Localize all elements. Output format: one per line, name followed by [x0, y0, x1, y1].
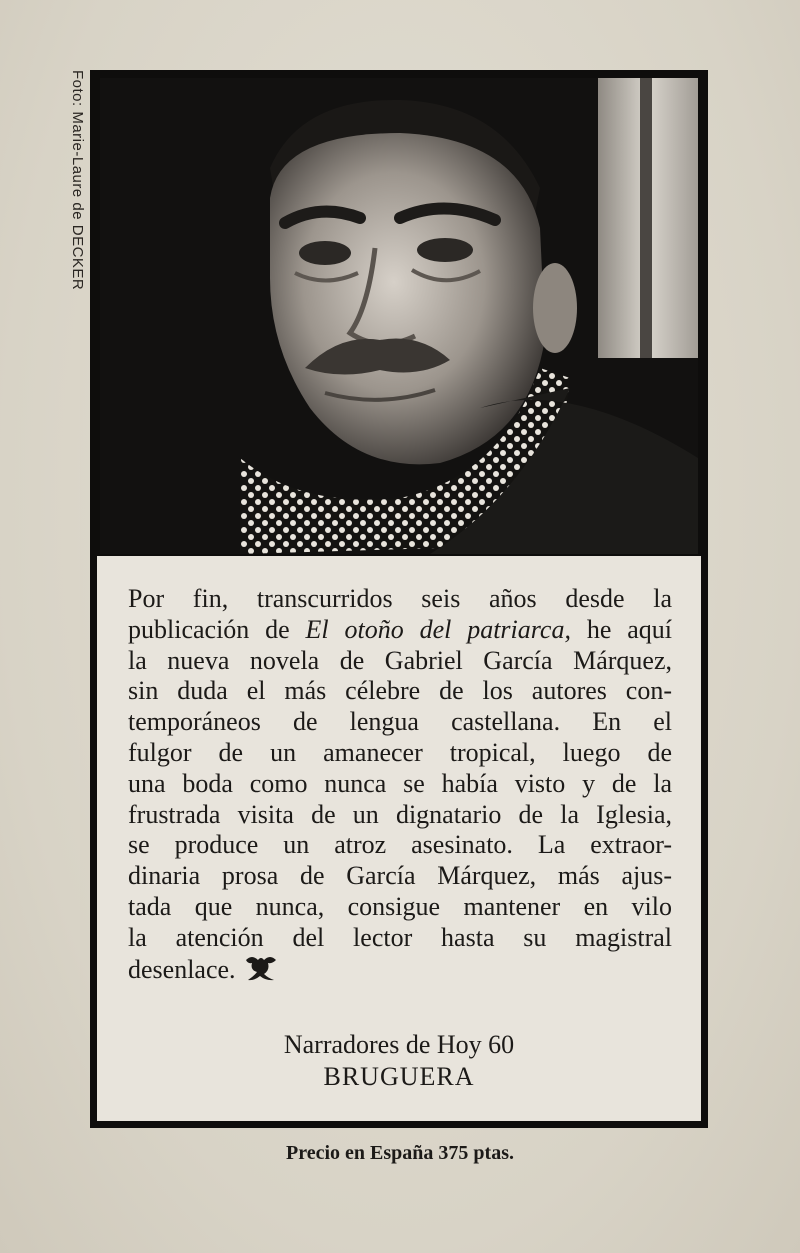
synopsis-line: sin duda el más célebre de los autores con-	[128, 676, 672, 706]
synopsis-text	[128, 584, 672, 984]
price-label: Precio en España 375 ptas.	[286, 1142, 514, 1164]
synopsis-line: publicación de El otoño del patriarca, he aquí	[128, 614, 672, 644]
synopsis-line: frustrada visita de un dignatario de la Iglesia,	[128, 799, 672, 829]
novel-title: El otoño del patriarca,	[305, 614, 571, 644]
synopsis-line: temporáneos de lengua castellana. En el	[128, 707, 672, 737]
synopsis-line: la nueva novela de Gabriel García Márquez,	[128, 645, 672, 675]
series-name: Narradores de Hoy 60	[283, 1030, 515, 1059]
synopsis-line: fulgor de un amanecer tropical, luego de	[128, 737, 672, 767]
publisher-name: BRUGUERA	[323, 1062, 475, 1091]
synopsis-line: Por fin, transcurridos seis años desde la	[128, 584, 672, 613]
synopsis-line: tada que nunca, consigue mantener en vilo	[128, 891, 672, 921]
synopsis-line: dinaria prosa de García Márquez, más ajus-	[128, 861, 672, 891]
synopsis-line: una boda como nunca se había visto y de la	[128, 768, 672, 798]
synopsis-line: la atención del lector hasta su magistral	[128, 922, 672, 952]
photo-credit: Foto: Marie-Laure de DECKER	[69, 70, 86, 291]
synopsis-line: desenlace.	[128, 954, 672, 985]
bruguera-logo-icon	[244, 954, 278, 990]
author-portrait-photo	[100, 78, 698, 554]
synopsis-line: se produce un atroz asesinato. La extraor-	[128, 830, 672, 860]
